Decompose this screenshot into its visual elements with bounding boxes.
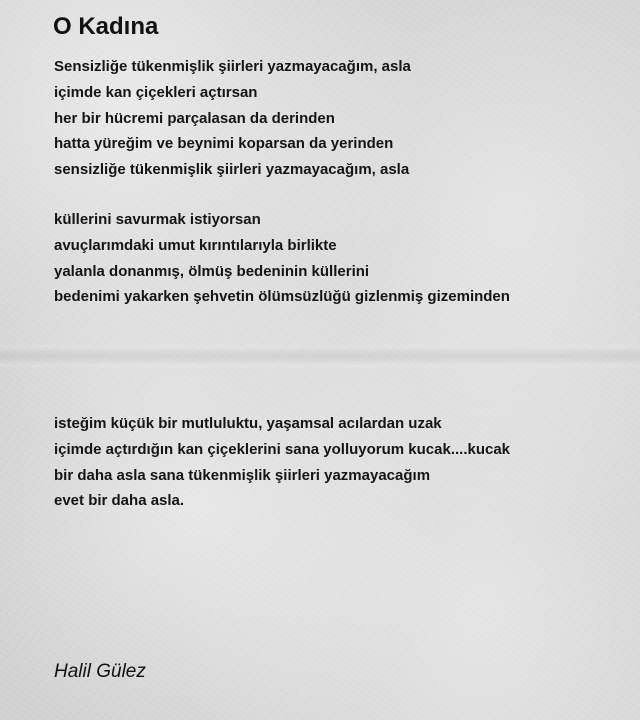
stanza-3 [54,411,510,514]
stanza-2 [54,207,510,310]
poem-line: bedenimi yakarken şehvetin ölümsüzlüğü gizlenmiş gizeminden [54,288,510,306]
poem-line: yalanla donanmış, ölmüş bedeninin küllerini [54,262,370,280]
poem-line: bir daha asla sana tükenmişlik şiirleri yazmayacağım [54,466,431,484]
stanza-1 [54,54,411,183]
page-fold-band [0,345,640,367]
poem-line: isteğim küçük bir mutluluktu, yaşamsal acılardan uzak [54,415,442,432]
poem-line: içimde açtırdığın kan çiçeklerini sana yolluyorum kucak....kucak [54,440,511,458]
poem-line: avuçlarımdaki umut kırıntılarıyla birlikte [54,236,337,254]
poem-line: küllerini savurmak istiyorsan [54,211,261,228]
poem-line: sensizliğe tükenmişlik şiirleri yazmayacağım, asla [54,161,410,179]
author-name: Halil Gülez [54,661,146,682]
poem-line: Sensizliğe tükenmişlik şiirleri yazmayacağım, asla [54,58,411,75]
poem-line: içimde kan çiçekleri açtırsan [54,83,258,101]
poem-line: evet bir daha asla. [54,492,185,510]
poem-title: O Kadına [53,13,159,40]
poem-line: hatta yüreğim ve beynimi koparsan da yerinden [54,135,394,153]
poem-line: her bir hücremi parçalasan da derinden [54,109,335,127]
